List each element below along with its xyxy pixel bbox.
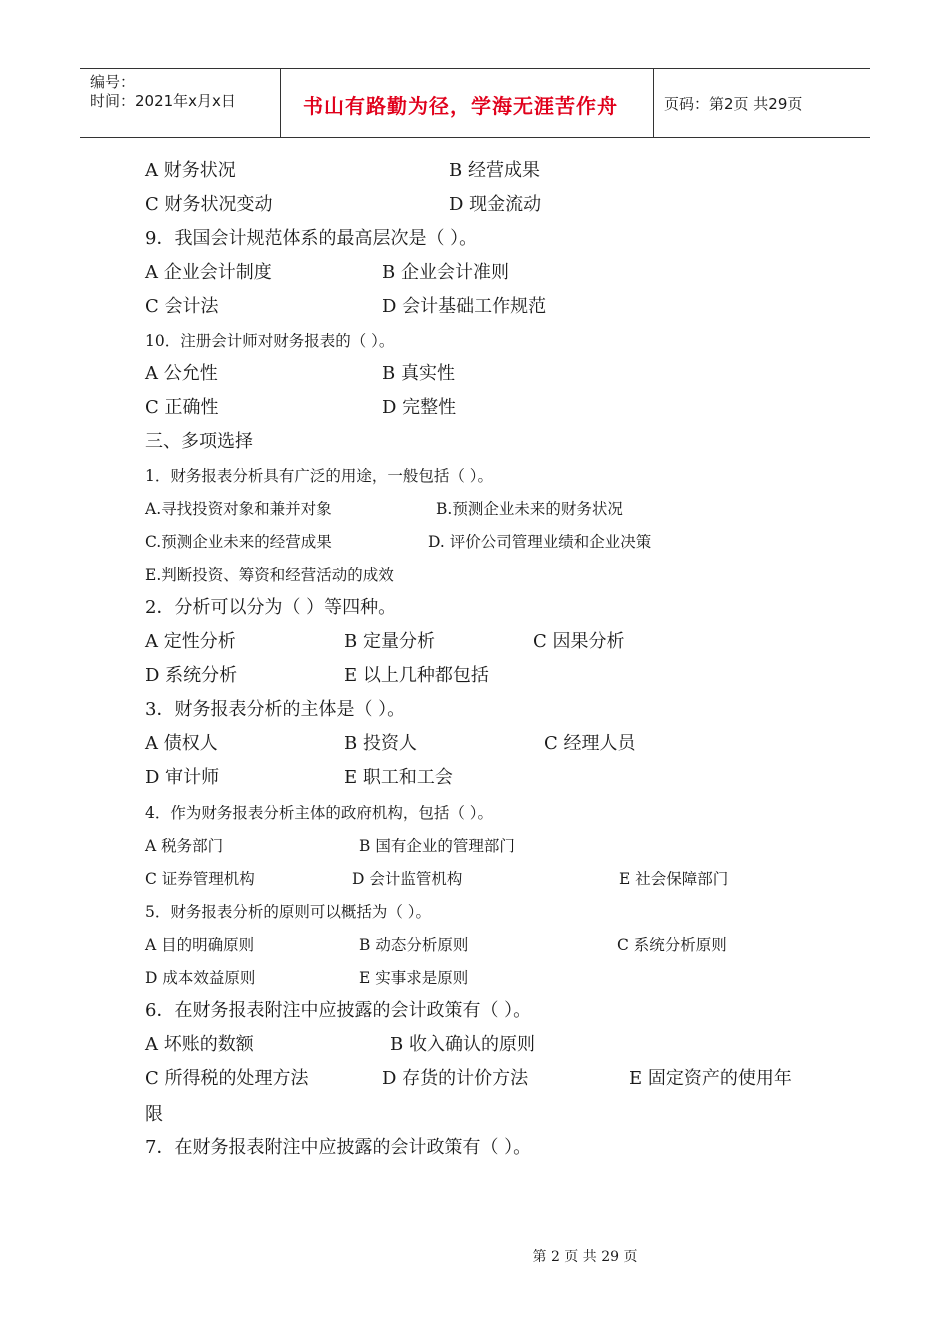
text-line: 4．作为财务报表分析主体的政府机构，包括（ ）。 bbox=[145, 804, 494, 822]
text-line: C 财务状况变动 bbox=[145, 194, 273, 215]
text-line: C 经理人员 bbox=[544, 733, 636, 754]
text-line: E 职工和工会 bbox=[344, 767, 453, 788]
page-header bbox=[80, 68, 870, 138]
text-line: D 存货的计价方法 bbox=[382, 1068, 529, 1089]
text-line: A 公允性 bbox=[145, 363, 218, 384]
text-line: B 经营成果 bbox=[449, 160, 540, 181]
text-line: C 正确性 bbox=[145, 397, 219, 418]
text-line: A 定性分析 bbox=[145, 631, 236, 652]
text-line: B.预测企业未来的财务状况 bbox=[436, 500, 623, 518]
text-line: 9．我国会计规范体系的最高层次是（ ）。 bbox=[145, 228, 478, 249]
header-page-cell bbox=[654, 69, 870, 137]
text-line: D. 评价公司管理业绩和企业决策 bbox=[428, 533, 652, 551]
text-line: D 现金流动 bbox=[449, 194, 542, 215]
text-line: E.判断投资、筹资和经营活动的成效 bbox=[145, 566, 394, 584]
text-line: C 系统分析原则 bbox=[617, 936, 727, 954]
text-line: D 系统分析 bbox=[145, 665, 238, 686]
text-line: 10．注册会计师对财务报表的（ ）。 bbox=[145, 332, 395, 350]
text-line: B 动态分析原则 bbox=[359, 936, 469, 954]
text-line: B 投资人 bbox=[344, 733, 417, 754]
text-line: A 债权人 bbox=[145, 733, 218, 754]
text-line: 3．财务报表分析的主体是（ ）。 bbox=[145, 699, 406, 720]
text-line: E 实事求是原则 bbox=[359, 969, 469, 987]
text-line: 7．在财务报表附注中应披露的会计政策有（ ）。 bbox=[145, 1137, 532, 1158]
text-line: C 证券管理机构 bbox=[145, 870, 255, 888]
text-line: A 坏账的数额 bbox=[145, 1034, 254, 1055]
text-line: C.预测企业未来的经营成果 bbox=[145, 533, 332, 551]
header-info-cell bbox=[80, 69, 281, 137]
text-line: A 财务状况 bbox=[145, 160, 236, 181]
text-line: D 审计师 bbox=[145, 767, 220, 788]
text-line: 限 bbox=[145, 1104, 163, 1125]
document-number-label: 编号： bbox=[90, 73, 136, 91]
text-line: B 企业会计准则 bbox=[382, 262, 509, 283]
header-motto: 书山有路勤为径，学海无涯苦作舟 bbox=[303, 94, 618, 118]
text-line: 2．分析可以分为（ ）等四种。 bbox=[145, 597, 397, 618]
text-line: D 完整性 bbox=[382, 397, 457, 418]
text-line: 6．在财务报表附注中应披露的会计政策有（ ）。 bbox=[145, 1000, 532, 1021]
text-line: 1．财务报表分析具有广泛的用途，一般包括（ ）。 bbox=[145, 467, 494, 485]
text-line: 三、多项选择 bbox=[145, 431, 253, 452]
text-line: C 所得税的处理方法 bbox=[145, 1068, 309, 1089]
text-line: D 会计监管机构 bbox=[352, 870, 463, 888]
text-line: B 收入确认的原则 bbox=[390, 1034, 535, 1055]
text-line: E 以上几种都包括 bbox=[344, 665, 489, 686]
text-line: B 国有企业的管理部门 bbox=[359, 837, 515, 855]
header-page-number: 页码：第2页 共29页 bbox=[664, 95, 803, 113]
text-line: E 社会保障部门 bbox=[619, 870, 729, 888]
page-footer bbox=[0, 1246, 950, 1266]
document-time-label: 时间：2021年x月x日 bbox=[90, 92, 236, 110]
footer-page-number: 第 2 页 共 29 页 bbox=[532, 1249, 638, 1265]
text-line: A.寻找投资对象和兼并对象 bbox=[145, 500, 332, 518]
text-line: E 固定资产的使用年 bbox=[629, 1068, 792, 1089]
text-line: A 目的明确原则 bbox=[145, 936, 255, 954]
text-line: A 企业会计制度 bbox=[145, 262, 272, 283]
text-line: D 会计基础工作规范 bbox=[382, 296, 547, 317]
text-line: B 真实性 bbox=[382, 363, 455, 384]
text-line: A 税务部门 bbox=[145, 837, 224, 855]
text-line: B 定量分析 bbox=[344, 631, 435, 652]
text-line: C 会计法 bbox=[145, 296, 219, 317]
text-line: C 因果分析 bbox=[533, 631, 625, 652]
header-motto-cell bbox=[281, 69, 654, 137]
text-line: 5．财务报表分析的原则可以概括为（ ）。 bbox=[145, 903, 432, 921]
text-line: D 成本效益原则 bbox=[145, 969, 256, 987]
